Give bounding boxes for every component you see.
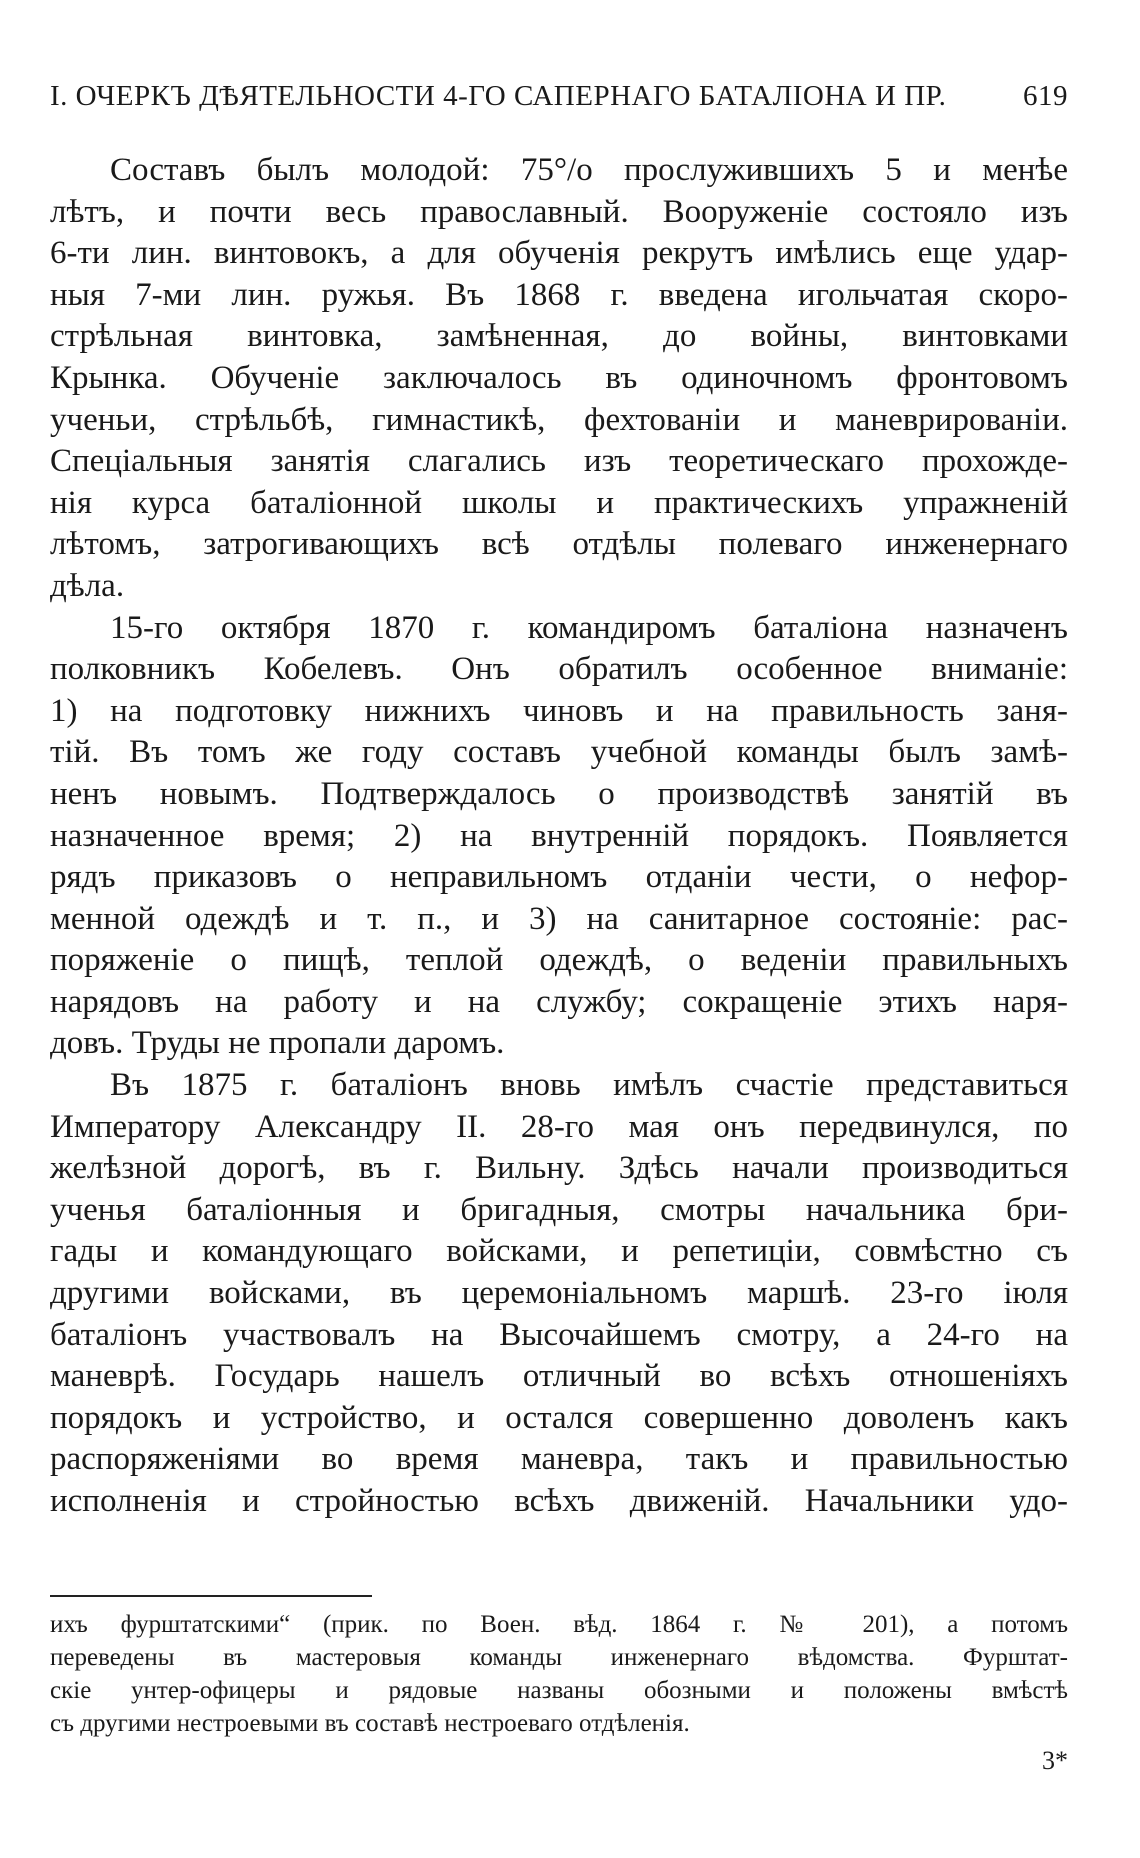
text-line: нія курса баталіонной школы и практическихъ упражненій (50, 484, 1068, 521)
text-line: дѣла. (50, 567, 125, 604)
text-line: другими войсками, въ церемоніальномъ маршѣ. 23-го іюля (50, 1275, 1068, 1312)
text-line: распоряженіями во время маневра, такъ и правильностью (50, 1441, 1068, 1478)
footnote (50, 1608, 1068, 1740)
text-line: рядъ приказовъ о неправильномъ отданіи чести, о нефор- (50, 859, 1068, 896)
text-line: Спеціальныя занятія слагались изъ теоретическаго прохожде- (50, 443, 1068, 480)
text-line: полковникъ Кобелевъ. Онъ обратилъ особенное вниманіе: (50, 651, 1068, 688)
text-line: лѣтъ, и почти весь православный. Вооруженіе состояло изъ (50, 193, 1068, 230)
text-line: 6-ти лин. винтовокъ, а для обученія рекрутъ имѣлись еще удар- (50, 235, 1068, 272)
footnote-line: переведены въ мастеровыя команды инженернаго вѣдомства. Фурштат- (50, 1644, 1068, 1671)
footnote-rule (50, 1595, 372, 1597)
text-line: исполненія и стройностью всѣхъ движеній. Начальники удо- (50, 1483, 1068, 1519)
text-line: желѣзной дорогѣ, въ г. Вильну. Здѣсь начали производиться (50, 1150, 1068, 1187)
text-line: гады и командующаго войсками, и репетиціи, совмѣстно съ (50, 1233, 1068, 1270)
footnote-line: скіе унтер-офицеры и рядовые названы обозными и положены вмѣстѣ (50, 1677, 1068, 1704)
book-page (50, 60, 1068, 1830)
text-line: ученьи, стрѣльбѣ, гимнастикѣ, фехтованіи и маневрированіи. (50, 401, 1068, 438)
text-line: назначенное время; 2) на внутренній порядокъ. Появляется (50, 817, 1068, 854)
text-line: лѣтомъ, затрогивающихъ всѣ отдѣлы полеваго инженернаго (50, 526, 1068, 563)
text-line: Императору Александру II. 28-го мая онъ передвинулся, по (50, 1108, 1068, 1145)
text-line: тій. Въ томъ же году составъ учебной команды былъ замѣ- (50, 734, 1068, 771)
text-line: маневрѣ. Государь нашелъ отличный во всѣхъ отношеніяхъ (50, 1358, 1068, 1395)
text-line: баталіонъ участвовалъ на Высочайшемъ смотру, а 24-го на (50, 1316, 1068, 1353)
text-line: стрѣльная винтовка, замѣненная, до войны, винтовками (50, 318, 1068, 355)
text-line: 15-го октября 1870 г. командиромъ баталіона назначенъ (110, 609, 1068, 646)
footnote-line: ихъ фурштатскими“ (прик. по Воен. вѣд. 1864 г. № 201), а потомъ (50, 1611, 1068, 1638)
text-line: Крынка. Обученіе заключалось въ одиночномъ фронтовомъ (50, 359, 1068, 396)
footnote-line: съ другими нестроевыми въ составѣ нестроеваго отдѣленія. (50, 1710, 690, 1737)
text-line: ныя 7-ми лин. ружья. Въ 1868 г. введена игольчатая скоро- (50, 276, 1068, 313)
text-line: Въ 1875 г. баталіонъ вновь имѣлъ счастіе представиться (110, 1067, 1068, 1104)
text-line: нарядовъ на работу и на службу; сокращеніе этихъ наря- (50, 983, 1068, 1020)
text-line: порядокъ и устройство, и остался совершенно доволенъ какъ (50, 1399, 1068, 1436)
running-head (50, 80, 1068, 113)
text-line: 1) на подготовку нижнихъ чиновъ и на правильность заня- (50, 692, 1068, 729)
page-number: 619 (1023, 80, 1068, 112)
body-text (50, 150, 1068, 1523)
running-title: I. ОЧЕРКЪ ДѢЯТЕЛЬНОСТИ 4-ГО САПЕРНАГО БАТАЛІОНА И ПР. (50, 80, 947, 112)
text-line: довъ. Труды не пропали даромъ. (50, 1025, 505, 1062)
text-line: поряженіе о пищѣ, теплой одеждѣ, о веденіи правильныхъ (50, 942, 1068, 979)
text-line: ученья баталіонныя и бригадныя, смотры начальника бри- (50, 1191, 1068, 1228)
text-line: Составъ былъ молодой: 75°/о прослужившихъ 5 и менѣе (110, 152, 1068, 188)
text-line: менной одеждѣ и т. п., и 3) на санитарное состояніе: рас- (50, 900, 1068, 937)
signature-mark: 3* (1042, 1746, 1068, 1775)
text-line: ненъ новымъ. Подтверждалось о производствѣ занятій въ (50, 775, 1068, 812)
